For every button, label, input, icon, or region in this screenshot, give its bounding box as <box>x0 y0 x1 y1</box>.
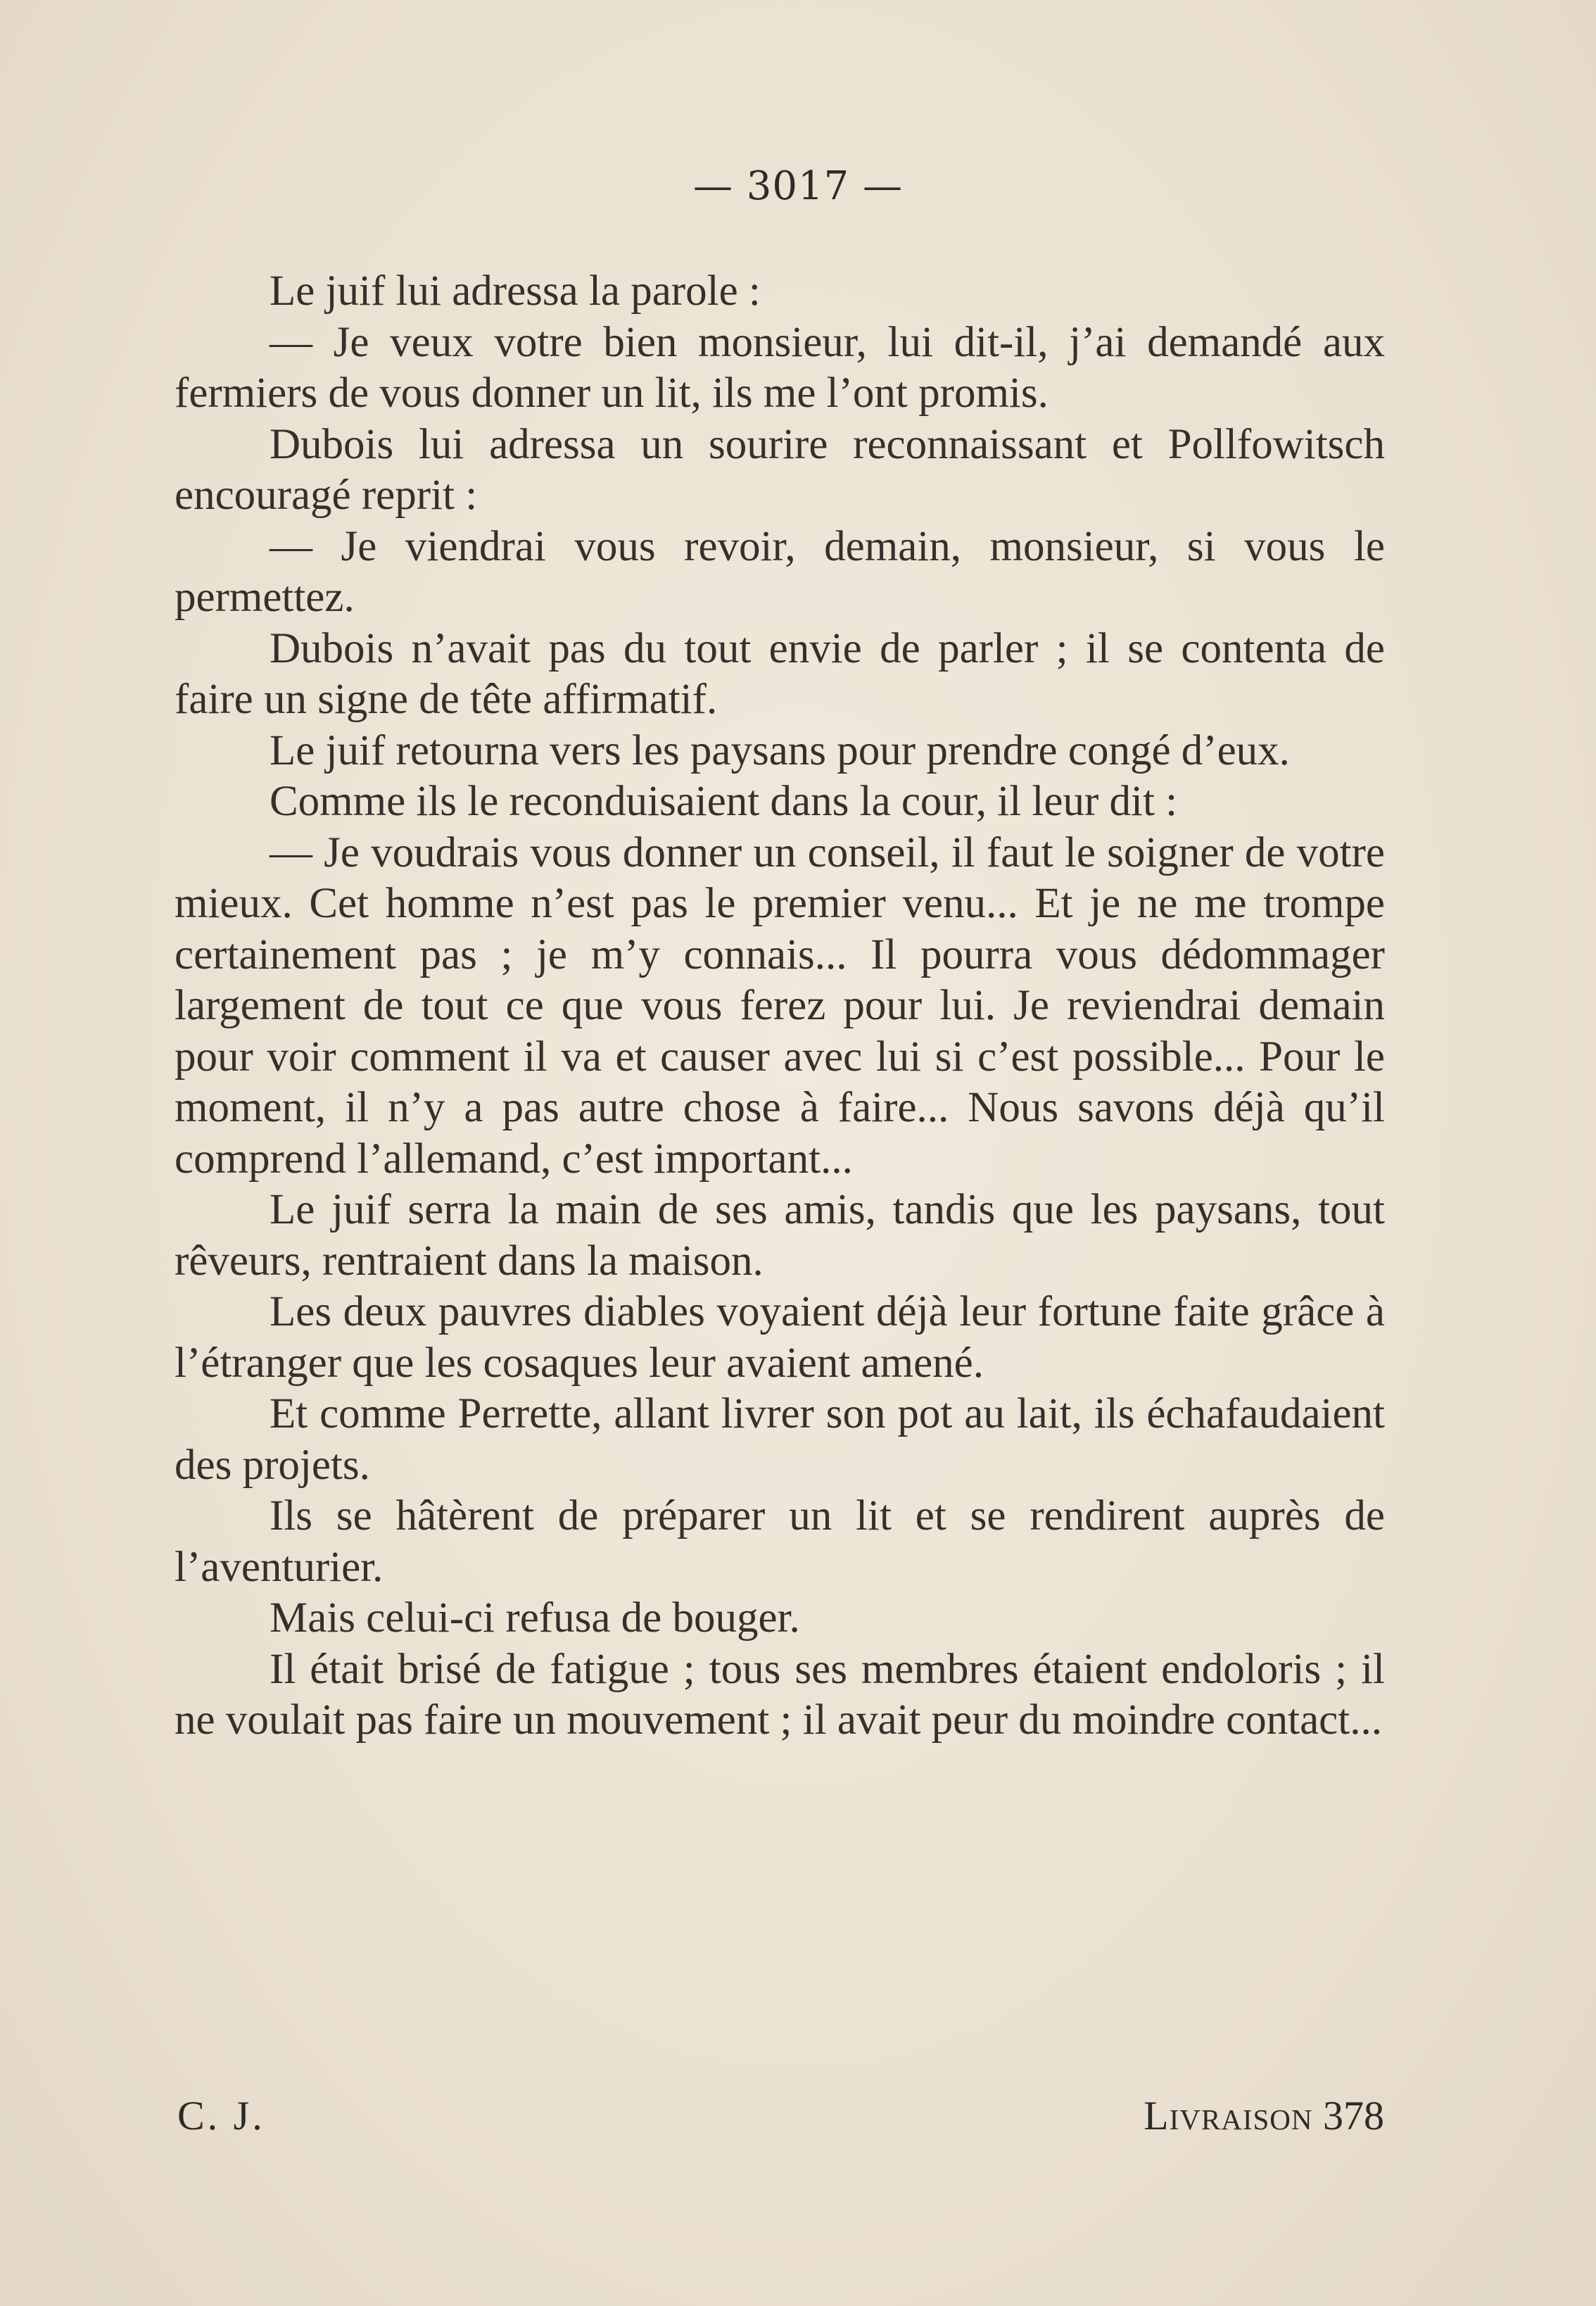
paragraph: Le juif serra la main de ses amis, tandis que les paysans, tout rêveurs, rentraient dans la maison. <box>175 1186 1385 1285</box>
paragraph: Le juif lui adressa la parole : <box>270 267 761 315</box>
paragraph: Dubois n’avait pas du tout envie de parler ; il se contenta de faire un signe de tête affirmatif. <box>175 624 1385 723</box>
paragraph: Ils se hâtèrent de préparer un lit et se rendirent auprès de l’aventurier. <box>175 1492 1385 1591</box>
paragraph: — Je veux votre bien monsieur, lui dit-il, j’ai demandé aux fermiers de vous donner un lit, ils me l’ont promis. <box>175 318 1385 417</box>
paragraph: Le juif retourna vers les paysans pour prendre congé d’eux. <box>270 726 1290 774</box>
paragraph: Dubois lui adressa un sourire reconnaissant et Pollfowitsch encouragé reprit : <box>175 420 1385 519</box>
paragraph: Il était brisé de fatigue ; tous ses membres étaient endoloris ; il ne voulait pas faire un mouvement ; il avait peur du moindre contact... <box>175 1645 1385 1744</box>
body-text <box>175 266 1385 1746</box>
livraison-label: Livraison <box>1144 2093 1313 2138</box>
paragraph: — Je voudrais vous donner un conseil, il faut le soigner de votre mieux. Cet homme n’est pas le premier venu... Et je ne me trompe certainement pas ; je m’y connais... Il pourra vous dédommager largement de tout ce que vous ferez pour lui. Je reviendrai demain pour voir comment il va et causer avec lui si c’est possible... Pour le moment, il n’y a pas autre chose à faire... Nous savons déjà qu’il comprend l’allemand, c’est important... <box>175 828 1385 1183</box>
signature-mark: C. J. <box>177 2093 265 2138</box>
page-number: — 3017 — <box>692 163 904 209</box>
livraison-mark <box>1144 2092 1384 2139</box>
paragraph: — Je viendrai vous revoir, demain, monsieur, si vous le permettez. <box>175 522 1385 621</box>
livraison-number: 378 <box>1323 2093 1384 2138</box>
paragraph: Et comme Perrette, allant livrer son pot au lait, ils échafaudaient des projets. <box>175 1390 1385 1489</box>
paragraph: Mais celui-ci refusa de bouger. <box>270 1594 800 1642</box>
paragraph: Les deux pauvres diables voyaient déjà leur fortune faite grâce à l’étranger que les cosaques leur avaient amené. <box>175 1288 1385 1387</box>
paragraph: Comme ils le reconduisaient dans la cour, il leur dit : <box>270 778 1178 825</box>
